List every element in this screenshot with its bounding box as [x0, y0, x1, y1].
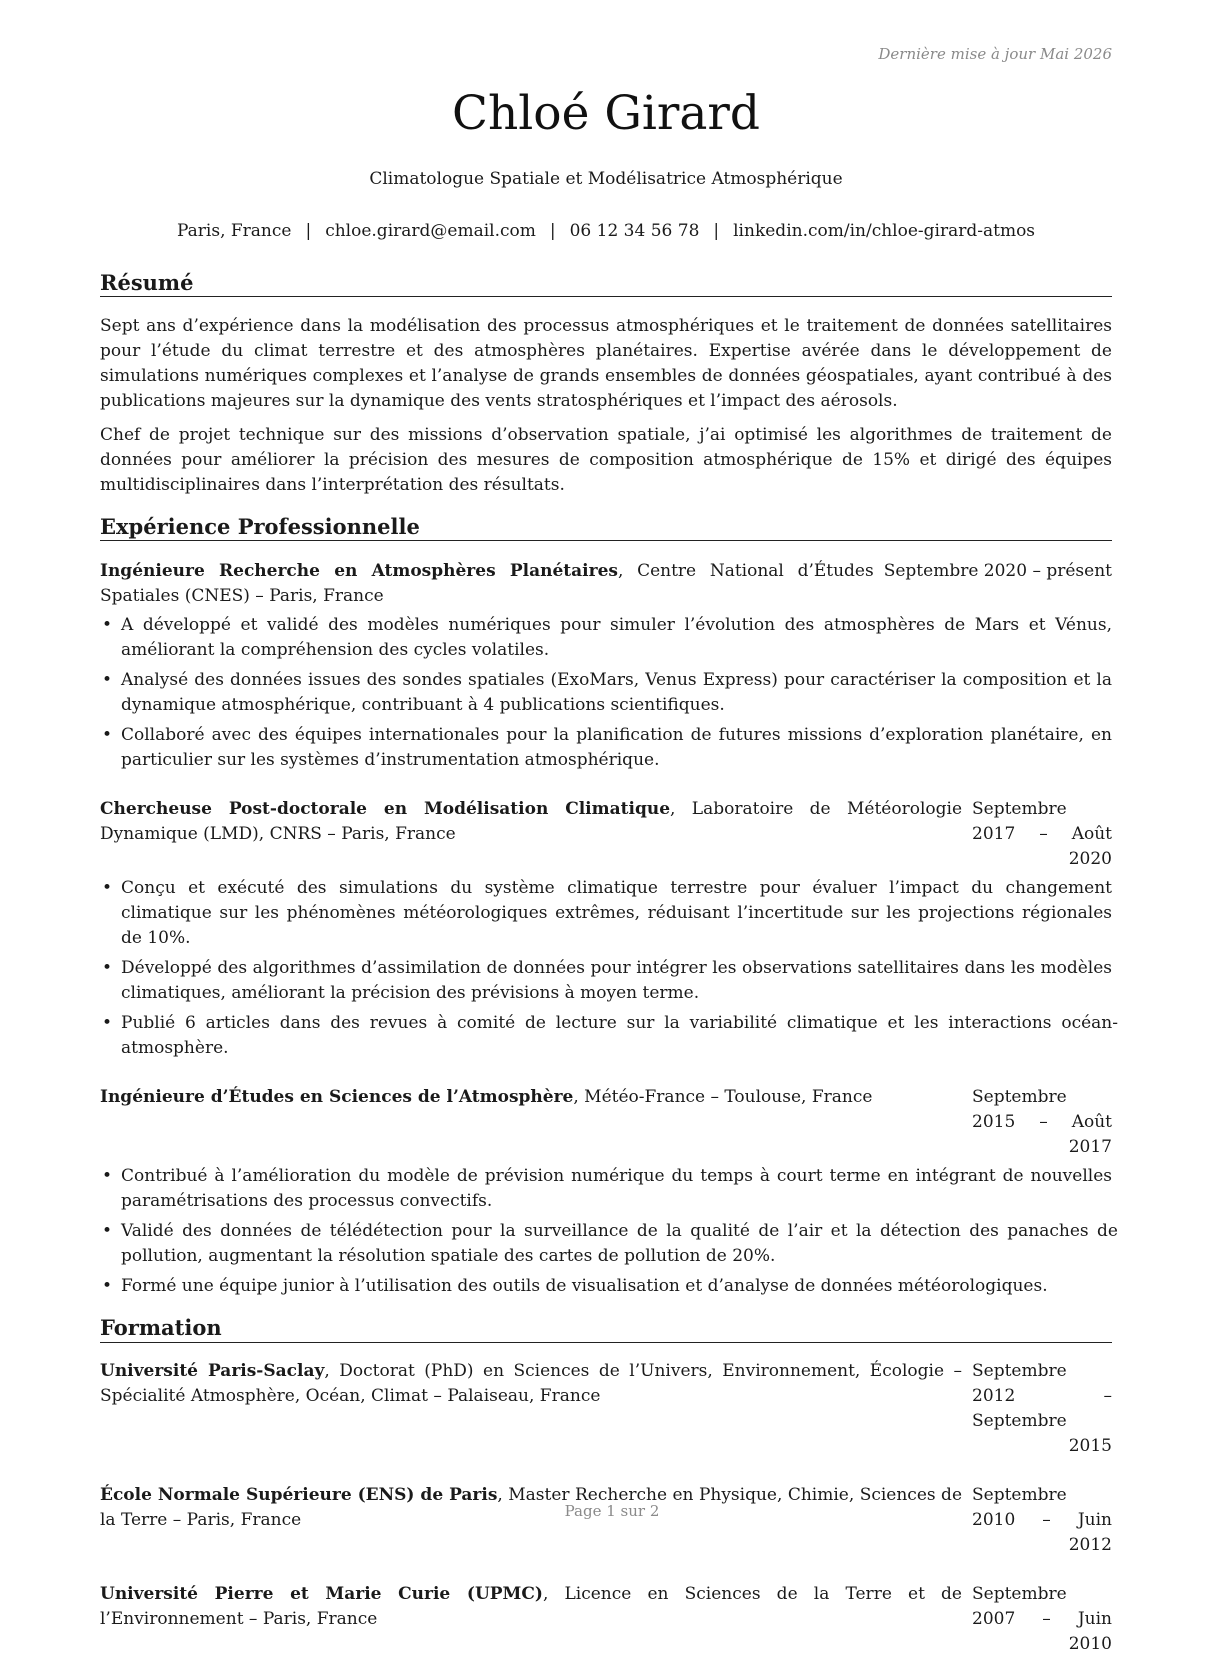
summary-paragraph: Sept ans d’expérience dans la modélisation des processus atmosphériques et le traitement de données satellitaires pour l’étude du climat terrestre et des atmosphères planétaires. Expertise avérée dans le développement de simulations numériques complexes et l’analyse de grands ensembles de données géospatiales, ayant contribué à des publications majeures sur la dynamique des vents stratosphériques et l’impact des aérosols.: [100, 316, 1112, 412]
job-organization: , Centre National d’Études Spatiales (CNES) – Paris, France: [100, 561, 874, 607]
job-role: Ingénieure Recherche en Atmosphères Planétaires: [100, 561, 618, 582]
contact-separator: |: [713, 221, 720, 241]
summary-paragraph: Chef de projet technique sur des missions d’observation spatiale, j’ai optimisé les algorithmes de traitement de données pour améliorer la précision des mesures de composition atmosphérique de 15% et dirigé des équipes multidisciplinaires dans l’interprétation des résultats.: [100, 425, 1112, 496]
education-detail: , Doctorat (PhD) en Sciences de l’Univers, Environnement, Écologie – Spécialité Atmosphère, Océan, Climat – Palaiseau, France: [100, 1360, 962, 1406]
education-detail: , Master Recherche en Physique, Chimie, Sciences de la Terre – Paris, France: [100, 1484, 963, 1530]
candidate-name: Chloé Girard: [452, 86, 760, 141]
job-bullet: • Conçu et exécuté des simulations du système climatique terrestre pour évaluer l’impact du changement climatique sur les phénomènes météorologiques extrêmes, réduisant l’incertitude sur les projections régionales de 10%.: [100, 876, 1112, 951]
section-heading-experience: Expérience Professionnelle: [100, 514, 1112, 541]
education-section: [100, 1315, 1112, 1656]
resume-body: [100, 270, 1118, 1657]
summary-section: [100, 270, 1112, 498]
job-bullet: • Contribué à l’amélioration du modèle de prévision numérique du temps à court terme en intégrant de nouvelles paramétrisations des processus convectifs.: [100, 1164, 1112, 1214]
experience-section: [100, 514, 1118, 1299]
education-entry: [100, 1582, 1112, 1657]
education-detail: , Licence en Sciences de la Terre et de l’Environnement – Paris, France: [100, 1583, 962, 1629]
job-bullet: • Validé des données de télédétection pour la surveillance de la qualité de l’air et la détection des panaches de pollution, augmentant la résolution spatiale des cartes de pollution de 20%.: [100, 1219, 1118, 1269]
contact-line: [100, 220, 1112, 242]
section-heading-summary: Résumé: [100, 270, 1112, 297]
contact-separator: |: [305, 221, 312, 241]
education-dates: Septembre 2007 – Juin 2010: [972, 1583, 1112, 1654]
education-dates: Septembre 2010 – Juin 2012: [972, 1484, 1112, 1555]
contact-email[interactable]: chloe.girard@email.com: [325, 221, 536, 241]
job-role: Chercheuse Post-doctorale en Modélisation Climatique: [100, 799, 671, 820]
candidate-title: Climatologue Spatiale et Modélisatrice Atmosphérique: [369, 169, 843, 189]
job-bullet: • Formé une équipe junior à l’utilisation des outils de visualisation et d’analyse de données météorologiques.: [100, 1274, 1112, 1299]
page-number: Page 1 sur 2: [564, 1502, 660, 1520]
job-organization: , Laboratoire de Météorologie Dynamique (LMD), CNRS – Paris, France: [100, 799, 963, 845]
job-dates: Septembre 2015 – Août 2017: [972, 1087, 1112, 1158]
education-dates: Septembre 2012 – Septembre 2015: [972, 1360, 1112, 1456]
section-heading-education: Formation: [100, 1315, 1112, 1342]
job-entry: [100, 1085, 1118, 1299]
job-bullet: • Analysé des données issues des sondes spatiales (ExoMars, Venus Express) pour caractériser la composition et la dynamique atmosphérique, contribuant à 4 publications scientifiques.: [100, 668, 1112, 718]
contact-location: Paris, France: [176, 221, 292, 241]
contact-linkedin[interactable]: linkedin.com/in/chloe-girard-atmos: [733, 221, 1036, 241]
job-organization: , Météo-France – Toulouse, France: [573, 1087, 873, 1108]
job-bullet: • Publié 6 articles dans des revues à comité de lecture sur la variabilité climatique et les interactions océan-atmosphère.: [100, 1011, 1118, 1061]
education-school: Université Paris-Saclay: [100, 1360, 325, 1381]
education-entry: [100, 1483, 1112, 1558]
job-role: Ingénieure d’Études en Sciences de l’Atmosphère: [100, 1087, 574, 1108]
job-bullet: • Développé des algorithmes d’assimilation de données pour intégrer les observations satellitaires dans les modèles climatiques, améliorant la précision des prévisions à moyen terme.: [100, 956, 1112, 1006]
job-bullet: • Collaboré avec des équipes internationales pour la planification de futures missions d’exploration planétaire, en particulier sur les systèmes d’instrumentation atmosphérique.: [100, 723, 1112, 773]
education-school: Université Pierre et Marie Curie (UPMC): [100, 1583, 543, 1604]
education-entry: [100, 1359, 1112, 1459]
job-dates: Septembre 2017 – Août 2020: [972, 799, 1112, 870]
job-bullet: • A développé et validé des modèles numériques pour simuler l’évolution des atmosphères de Mars et Vénus, améliorant la compréhension des cycles volatiles.: [100, 613, 1112, 663]
job-dates: Septembre 2020 – présent: [883, 561, 1112, 582]
job-entry: [100, 797, 1118, 1061]
job-entry: [100, 559, 1112, 773]
education-school: École Normale Supérieure (ENS) de Paris: [100, 1484, 498, 1505]
contact-separator: |: [549, 221, 556, 241]
contact-phone: 06 12 34 56 78: [569, 221, 700, 241]
last-updated: Dernière mise à jour Mai 2026: [878, 45, 1112, 63]
